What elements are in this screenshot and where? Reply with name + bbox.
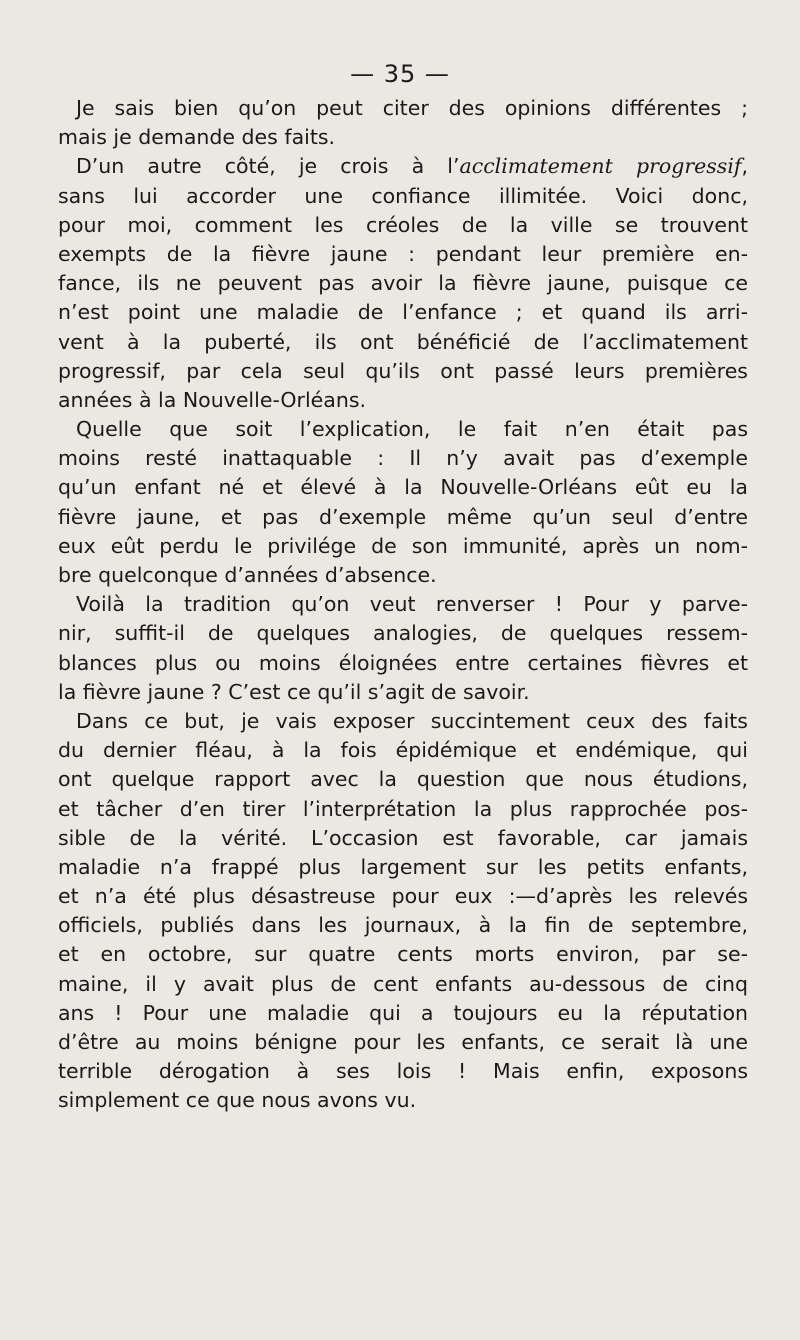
text-line — [58, 152, 748, 181]
text-line: blances plus ou moins éloignées entre certaines fièvres et — [58, 650, 748, 675]
paragraph — [58, 707, 748, 1116]
text-line: Quelle que soit l’explication, le fait n’en était pas — [76, 417, 748, 442]
text-line: progressif, par cela seul qu’ils ont passé leurs premières — [58, 358, 748, 383]
text-line: Voilà la tradition qu’on veut renverser ! Pour y parve- — [76, 592, 748, 617]
text-line: simplement ce que nous avons vu. — [58, 1088, 417, 1113]
text-line: officiels, publiés dans les journaux, à la fin de septembre, — [58, 913, 748, 938]
text-line: ans ! Pour une maladie qui a toujours eu la réputation — [58, 1000, 748, 1025]
text-line: nir, suffit-il de quelques analogies, de quelques ressem- — [58, 621, 748, 646]
text-line: et en octobre, sur quatre cents morts environ, par se- — [58, 942, 748, 967]
text-line: mais je demande des faits. — [58, 125, 336, 150]
text-line: et tâcher d’en tirer l’interprétation la plus rapprochée pos- — [58, 796, 748, 821]
text-line: Je sais bien qu’on peut citer des opinions différentes ; — [76, 96, 748, 120]
text-line: maladie n’a frappé plus largement sur les petits enfants, — [58, 854, 748, 879]
text-line: eux eût perdu le privilége de son immunité, après un nom- — [58, 533, 748, 558]
text-line: pour moi, comment les créoles de la ville se trouvent — [58, 212, 748, 237]
text-line: du dernier fléau, à la fois épidémique et endémique, qui — [58, 738, 748, 763]
body-text — [58, 94, 748, 1116]
italic-term: acclimatement progressif — [459, 154, 742, 179]
text-line: Dans ce but, je vais exposer succintement ceux des faits — [76, 708, 748, 733]
page-number: — 35 — — [350, 60, 450, 88]
text-line: sible de la vérité. L’occasion est favorable, car jamais — [58, 825, 748, 850]
text-line: sans lui accorder une confiance illimitée. Voici donc, — [58, 183, 748, 208]
text-line: ont quelque rapport avec la question que nous étudions, — [58, 767, 748, 792]
text-line: maine, il y avait plus de cent enfants au-dessous de cinq — [58, 971, 748, 996]
text-line: terrible dérogation à ses lois ! Mais enfin, exposons — [58, 1059, 748, 1084]
text-line: vent à la puberté, ils ont bénéficié de l’acclimatement — [58, 329, 748, 354]
paragraph — [58, 415, 748, 590]
text-line: d’être au moins bénigne pour les enfants, ce serait là une — [58, 1030, 748, 1054]
text-line: moins resté inattaquable : Il n’y avait pas d’exemple — [58, 446, 748, 471]
text-line: et n’a été plus désastreuse pour eux :—d’après les relevés — [58, 884, 748, 909]
text-line: qu’un enfant né et élevé à la Nouvelle-Orléans eût eu la — [58, 475, 748, 500]
text-line: exempts de la fièvre jaune : pendant leur première en- — [58, 241, 748, 266]
text-segment: D’un autre côté, je crois à l’ — [76, 154, 460, 179]
paragraph — [58, 590, 748, 707]
text-line: années à la Nouvelle-Orléans. — [58, 387, 367, 412]
text-segment: , — [741, 154, 749, 179]
paragraph — [58, 152, 748, 415]
text-line: la fièvre jaune ? C’est ce qu’il s’agit de savoir. — [58, 679, 530, 704]
paragraph — [58, 94, 748, 152]
text-line: fièvre jaune, et pas d’exemple même qu’un seul d’entre — [58, 504, 748, 529]
text-line: bre quelconque d’années d’absence. — [58, 563, 437, 587]
text-line: n’est point une maladie de l’enfance ; et quand ils arri- — [58, 300, 748, 325]
text-line: fance, ils ne peuvent pas avoir la fièvre jaune, puisque ce — [58, 271, 748, 296]
